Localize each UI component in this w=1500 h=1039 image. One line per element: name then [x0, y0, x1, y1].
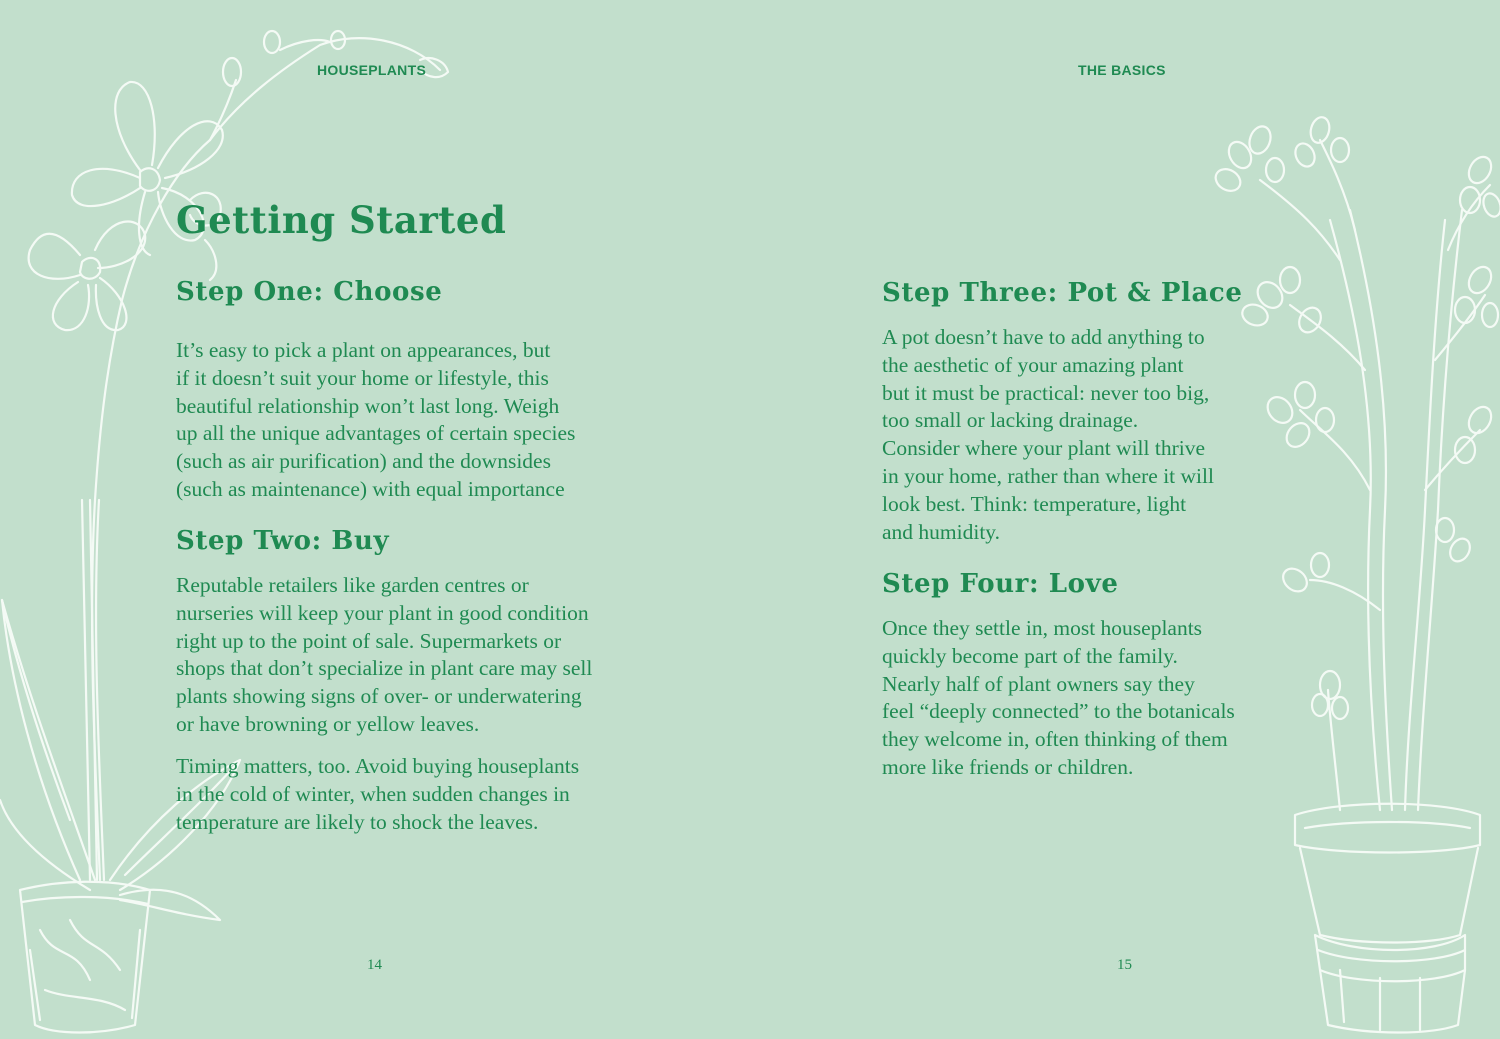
text-line: in the cold of winter, when sudden changes in — [176, 781, 570, 806]
text-line: (such as air purification) and the downsides — [176, 449, 551, 474]
text-line: or have browning or yellow leaves. — [176, 711, 480, 736]
text-line: plants showing signs of over- or underwatering — [176, 684, 582, 709]
step-four-body — [882, 615, 1235, 782]
step-two-heading: Step Two: Buy — [176, 526, 390, 556]
text-line: quickly become part of the family. — [882, 643, 1178, 668]
text-line: nurseries will keep your plant in good condition — [176, 600, 589, 625]
text-line: look best. Think: temperature, light — [882, 491, 1187, 516]
step-four-heading: Step Four: Love — [882, 569, 1119, 599]
text-line: up all the unique advantages of certain species — [176, 421, 576, 446]
running-head-left: HOUSEPLANTS — [317, 62, 427, 78]
step-one-heading: Step One: Choose — [176, 277, 443, 307]
page-number-right: 15 — [1117, 957, 1132, 973]
text-line: beautiful relationship won’t last long. Weigh — [176, 393, 560, 418]
text-line: and humidity. — [882, 519, 1001, 544]
text-line: Once they settle in, most houseplants — [882, 616, 1203, 640]
text-line: right up to the point of sale. Supermarkets or — [176, 628, 562, 653]
text-line: the aesthetic of your amazing plant — [882, 352, 1184, 377]
text-line: temperature are likely to shock the leaves. — [176, 809, 539, 834]
text-line: but it must be practical: never too big, — [882, 380, 1210, 405]
orchid-illustration — [0, 0, 460, 1039]
step-one-body — [176, 337, 575, 504]
step-three-body — [882, 324, 1214, 546]
text-line: Consider where your plant will thrive — [882, 436, 1206, 461]
text-line: in your home, rather than where it will — [882, 463, 1214, 488]
text-line: they welcome in, often thinking of them — [882, 727, 1228, 752]
text-line: (such as maintenance) with equal importance — [176, 476, 565, 501]
jade-plant-illustration — [1180, 110, 1500, 1039]
step-two-timing-paragraph — [176, 753, 579, 836]
text-line: It’s easy to pick a plant on appearances, but — [176, 338, 551, 362]
step-two-body — [176, 572, 592, 739]
text-line: more like friends or children. — [882, 754, 1134, 779]
running-head-right: THE BASICS — [1078, 62, 1166, 78]
text-line: shops that don’t specialize in plant care may sell — [176, 656, 593, 681]
text-line: Nearly half of plant owners say they — [882, 671, 1195, 696]
text-line: Timing matters, too. Avoid buying houseplants — [176, 754, 580, 778]
text-line: feel “deeply connected” to the botanicals — [882, 699, 1235, 724]
text-line: A pot doesn’t have to add anything to — [882, 325, 1205, 349]
text-line: if it doesn’t suit your home or lifestyle, this — [176, 365, 549, 390]
text-line: too small or lacking drainage. — [882, 408, 1139, 433]
page-title: Getting Started — [176, 198, 507, 242]
page-number-left: 14 — [367, 957, 382, 973]
step-three-heading: Step Three: Pot & Place — [882, 278, 1243, 308]
text-line: Reputable retailers like garden centres or — [176, 573, 529, 597]
